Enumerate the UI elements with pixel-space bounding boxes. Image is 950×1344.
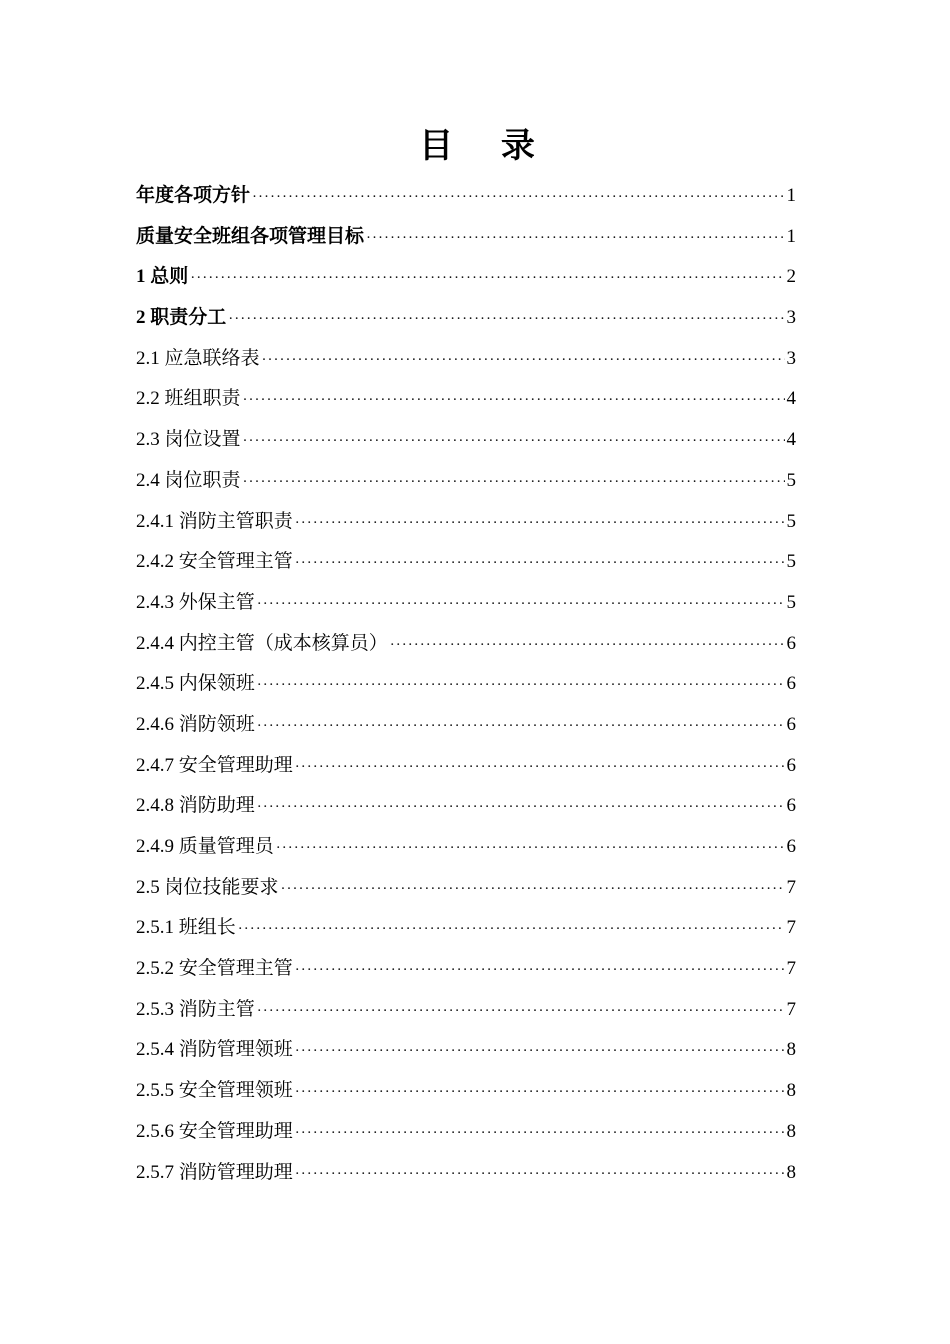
dot-leader (243, 380, 785, 421)
toc-page-number: 7 (786, 917, 796, 939)
toc-page-number: 1 (786, 225, 796, 247)
toc-entry[interactable] (136, 461, 796, 502)
toc-entry-label: 2.2 班组职责 (136, 388, 241, 410)
toc-entry[interactable] (136, 664, 796, 705)
toc-entry-label: 2.5.5 安全管理领班 (136, 1080, 293, 1102)
toc-entry-label: 年度各项方针 (136, 185, 251, 206)
toc-page-number: 2 (786, 266, 796, 288)
dot-leader (190, 258, 784, 299)
toc-page-number: 8 (786, 1120, 796, 1142)
toc-entry[interactable] (136, 1153, 796, 1194)
toc-entry-label: 质量安全班组各项管理目标 (136, 225, 365, 247)
toc-entry[interactable] (136, 257, 796, 298)
toc-page-number: 1 (786, 185, 796, 206)
toc-title: 目 录 (419, 126, 553, 166)
dot-leader (295, 1072, 785, 1113)
toc-entry-label: 2.4.5 内保领班 (136, 673, 255, 695)
dot-leader (295, 1154, 785, 1195)
toc-entry-label: 2.4.6 消防领班 (136, 713, 255, 735)
toc-entry[interactable] (136, 1030, 796, 1071)
toc-page-number: 5 (786, 591, 796, 613)
dot-leader (257, 991, 785, 1032)
toc-page-number: 5 (786, 551, 796, 573)
dot-leader (295, 1113, 785, 1154)
dot-leader (228, 299, 784, 340)
toc-entry[interactable] (136, 502, 796, 543)
toc-page-number: 8 (786, 1039, 796, 1061)
toc-entry[interactable] (136, 827, 796, 868)
toc-entry-label: 2.4.4 内控主管（成本核算员） (136, 632, 388, 654)
dot-leader (295, 747, 785, 788)
dot-leader (257, 787, 785, 828)
toc-page-number: 4 (786, 388, 796, 410)
dot-leader (276, 828, 785, 869)
toc-entry[interactable] (136, 1112, 796, 1153)
toc-page-number: 3 (786, 307, 796, 329)
dot-leader (243, 462, 785, 503)
dot-leader (257, 584, 785, 625)
toc-entry-label: 2.5.6 安全管理助理 (136, 1120, 293, 1142)
toc-page-number: 6 (786, 836, 796, 857)
dot-leader (281, 869, 785, 910)
toc-entry-label: 2.3 岗位设置 (136, 429, 241, 451)
toc-entry[interactable] (136, 746, 796, 787)
toc-entry-label: 2.1 应急联络表 (136, 347, 260, 369)
dot-leader (295, 543, 785, 584)
toc-entry[interactable] (136, 176, 796, 217)
dot-leader (295, 950, 785, 991)
toc-entry[interactable] (136, 786, 796, 827)
toc-page-number: 5 (786, 510, 796, 532)
toc-entry-label: 2.4.8 消防助理 (136, 795, 255, 817)
toc-entry-label: 2.4.2 安全管理主管 (136, 551, 293, 573)
table-of-contents (136, 176, 796, 1193)
toc-entry[interactable] (136, 339, 796, 380)
dot-leader (295, 503, 785, 544)
toc-entry-label: 2.5.1 班组长 (136, 917, 236, 939)
toc-entry-label: 2.5 岗位技能要求 (136, 876, 279, 898)
toc-entry[interactable] (136, 542, 796, 583)
toc-entry-label: 2.4 岗位职责 (136, 469, 241, 491)
dot-leader (257, 706, 785, 747)
dot-leader (238, 909, 785, 950)
toc-page-number: 7 (786, 998, 796, 1020)
toc-entry-label: 2.4.7 安全管理助理 (136, 754, 293, 776)
toc-entry[interactable] (136, 990, 796, 1031)
toc-entry[interactable] (136, 949, 796, 990)
toc-page-number: 6 (786, 713, 796, 735)
toc-entry[interactable] (136, 908, 796, 949)
dot-leader (390, 625, 785, 666)
toc-page-number: 7 (786, 958, 796, 980)
toc-entry-label: 2 职责分工 (136, 307, 227, 329)
toc-page-number: 6 (786, 795, 796, 817)
toc-entry-label: 2.5.4 消防管理领班 (136, 1039, 293, 1061)
dot-leader (252, 177, 784, 218)
toc-entry-label: 2.5.2 安全管理主管 (136, 958, 293, 980)
toc-page-number: 8 (786, 1080, 796, 1102)
dot-leader (262, 340, 785, 381)
toc-page-number: 8 (786, 1161, 796, 1183)
toc-page-number: 3 (786, 347, 796, 369)
toc-page-number: 5 (786, 469, 796, 491)
dot-leader (295, 1031, 785, 1072)
toc-entry-label: 2.4.1 消防主管职责 (136, 510, 293, 532)
toc-page-number: 6 (786, 754, 796, 776)
toc-entry[interactable] (136, 868, 796, 909)
toc-entry[interactable] (136, 583, 796, 624)
toc-entry[interactable] (136, 624, 796, 665)
toc-entry[interactable] (136, 379, 796, 420)
toc-entry-label: 2.5.3 消防主管 (136, 998, 255, 1020)
toc-page-number: 6 (786, 632, 796, 654)
toc-entry-label: 2.5.7 消防管理助理 (136, 1161, 293, 1183)
toc-page-number: 6 (786, 673, 796, 695)
toc-page-number: 7 (786, 876, 796, 898)
toc-entry-label: 2.4.9 质量管理员 (136, 836, 274, 857)
toc-entry-label: 1 总则 (136, 266, 189, 288)
toc-page-number: 4 (786, 429, 796, 451)
toc-entry[interactable] (136, 298, 796, 339)
dot-leader (366, 218, 784, 259)
toc-entry[interactable] (136, 217, 796, 258)
toc-entry[interactable] (136, 420, 796, 461)
toc-entry-label: 2.4.3 外保主管 (136, 591, 255, 613)
toc-entry[interactable] (136, 705, 796, 746)
toc-entry[interactable] (136, 1071, 796, 1112)
dot-leader (257, 665, 785, 706)
dot-leader (243, 421, 785, 462)
